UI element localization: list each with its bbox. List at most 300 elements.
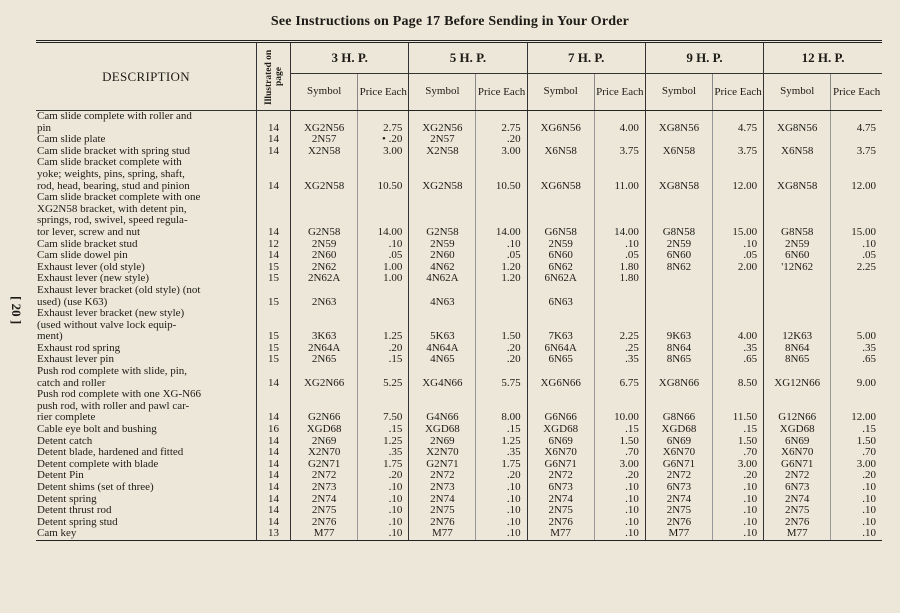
description-line: rod, head, bearing, stud and pinion bbox=[37, 179, 190, 192]
symbol-cell: 2N57 bbox=[291, 134, 358, 146]
description-line: Detent shims (set of three) bbox=[37, 481, 154, 493]
description-line: Detent Pin bbox=[37, 469, 84, 482]
symbol-cell: 2N76 bbox=[291, 517, 358, 529]
illustrated-page-cell: 14 bbox=[257, 470, 291, 482]
description-line: springs, rod, swivel, speed regula- bbox=[37, 214, 188, 227]
symbol-cell: X2N58 bbox=[291, 146, 358, 158]
symbol-cell: 2N76 bbox=[645, 517, 712, 529]
hp-header-12: 12 H. P. bbox=[764, 42, 882, 74]
price-cell bbox=[713, 273, 764, 285]
symbol-cell: 8N64 bbox=[645, 343, 712, 355]
price-cell: 2.00 bbox=[713, 262, 764, 274]
price-cell: .10 bbox=[358, 528, 409, 540]
symbol-cell: G12N66 bbox=[764, 389, 831, 424]
symbol-cell: X6N58 bbox=[527, 146, 594, 158]
symbol-cell: 9K63 bbox=[645, 308, 712, 343]
price-cell: .35 bbox=[594, 354, 645, 366]
symbol-cell: XG8N56 bbox=[764, 111, 831, 135]
symbol-cell: 6N60 bbox=[645, 250, 712, 262]
price-cell: 2.75 bbox=[358, 111, 409, 135]
table-row bbox=[36, 250, 882, 262]
symbol-cell: XG8N56 bbox=[645, 111, 712, 135]
price-cell: 1.75 bbox=[476, 459, 527, 471]
illustrated-page-cell: 14 bbox=[257, 436, 291, 448]
illustrated-page-cell: 14 bbox=[257, 447, 291, 459]
symbol-cell: G2N58 bbox=[409, 192, 476, 238]
illustrated-page-cell: 15 bbox=[257, 273, 291, 285]
symbol-cell: 2N69 bbox=[291, 436, 358, 448]
description-header: DESCRIPTION bbox=[36, 42, 257, 111]
symbol-cell: 2N64A bbox=[291, 343, 358, 355]
symbol-cell: '12N62 bbox=[764, 262, 831, 274]
symbol-cell: 8N64 bbox=[764, 343, 831, 355]
description-line: Cam slide bracket complete with bbox=[37, 156, 182, 169]
price-cell: 5.75 bbox=[476, 366, 527, 389]
table-row bbox=[36, 285, 882, 308]
price-cell: .10 bbox=[476, 239, 527, 251]
symbol-header: Symbol bbox=[645, 74, 712, 111]
price-cell: 1.50 bbox=[713, 436, 764, 448]
symbol-cell: G8N66 bbox=[645, 389, 712, 424]
description-line: Push rod complete with one XG-N66 bbox=[37, 388, 202, 401]
symbol-cell: XG4N66 bbox=[409, 366, 476, 389]
hp-header-3: 3 H. P. bbox=[291, 42, 409, 74]
symbol-cell: G2N71 bbox=[409, 459, 476, 471]
illustrated-page-cell: 15 bbox=[257, 354, 291, 366]
price-cell: 3.00 bbox=[831, 459, 882, 471]
price-cell: .20 bbox=[476, 470, 527, 482]
symbol-cell: 2N59 bbox=[291, 239, 358, 251]
illustrated-page-cell: 14 bbox=[257, 192, 291, 238]
price-cell: 8.50 bbox=[713, 366, 764, 389]
symbol-cell: 6N73 bbox=[645, 482, 712, 494]
price-cell: 1.25 bbox=[476, 436, 527, 448]
price-cell: 14.00 bbox=[594, 192, 645, 238]
price-cell: 6.75 bbox=[594, 366, 645, 389]
symbol-cell: G2N58 bbox=[291, 192, 358, 238]
price-cell: 12.00 bbox=[831, 389, 882, 424]
price-cell: .10 bbox=[831, 239, 882, 251]
description-cell bbox=[36, 111, 257, 135]
price-cell: .10 bbox=[831, 505, 882, 517]
symbol-cell: 2N72 bbox=[645, 470, 712, 482]
price-cell: .10 bbox=[831, 494, 882, 506]
price-cell bbox=[831, 285, 882, 308]
price-cell: .15 bbox=[831, 424, 882, 436]
price-cell: 12.00 bbox=[831, 157, 882, 192]
symbol-cell: G6N66 bbox=[527, 389, 594, 424]
price-cell bbox=[594, 285, 645, 308]
price-cell: 8.00 bbox=[476, 389, 527, 424]
description-line: Exhaust lever (new style) bbox=[37, 272, 150, 285]
price-cell: .05 bbox=[358, 250, 409, 262]
symbol-cell: 2N74 bbox=[764, 494, 831, 506]
symbol-cell: 2N75 bbox=[527, 505, 594, 517]
price-cell: .20 bbox=[713, 470, 764, 482]
symbol-cell: XG6N58 bbox=[527, 157, 594, 192]
price-cell: .10 bbox=[594, 482, 645, 494]
symbol-cell: 2N75 bbox=[764, 505, 831, 517]
symbol-cell: XG2N56 bbox=[291, 111, 358, 135]
table-row bbox=[36, 157, 882, 192]
table-row bbox=[36, 366, 882, 389]
table-row bbox=[36, 424, 882, 436]
price-cell: 1.50 bbox=[476, 308, 527, 343]
price-cell: .10 bbox=[476, 482, 527, 494]
symbol-cell: X2N70 bbox=[291, 447, 358, 459]
price-cell: 4.00 bbox=[713, 308, 764, 343]
hp-header-7: 7 H. P. bbox=[527, 42, 645, 74]
price-cell: .10 bbox=[594, 494, 645, 506]
symbol-cell: 2N62 bbox=[291, 262, 358, 274]
illustrated-page-cell: 15 bbox=[257, 308, 291, 343]
price-cell: .20 bbox=[476, 134, 527, 146]
illustrated-page-cell: 14 bbox=[257, 505, 291, 517]
symbol-cell: 6N69 bbox=[527, 436, 594, 448]
symbol-cell: 6N69 bbox=[645, 436, 712, 448]
symbol-cell: 2N74 bbox=[291, 494, 358, 506]
symbol-cell: 2N73 bbox=[291, 482, 358, 494]
description-cell bbox=[36, 192, 257, 238]
price-cell: .20 bbox=[594, 470, 645, 482]
symbol-cell: G2N71 bbox=[291, 459, 358, 471]
description-line: Cam slide plate bbox=[37, 133, 106, 146]
symbol-cell: X6N70 bbox=[764, 447, 831, 459]
symbol-cell: X2N70 bbox=[409, 447, 476, 459]
symbol-cell: 4N64A bbox=[409, 343, 476, 355]
price-cell bbox=[831, 273, 882, 285]
price-cell bbox=[476, 285, 527, 308]
symbol-cell bbox=[645, 273, 712, 285]
price-cell: .20 bbox=[358, 343, 409, 355]
symbol-cell: 2N72 bbox=[764, 470, 831, 482]
price-cell: .25 bbox=[594, 343, 645, 355]
symbol-cell: 6N65 bbox=[527, 354, 594, 366]
symbol-cell: M77 bbox=[764, 528, 831, 540]
symbol-cell bbox=[764, 273, 831, 285]
price-cell: 2.25 bbox=[594, 308, 645, 343]
price-each-header: Price Each bbox=[476, 74, 527, 111]
description-line: Exhaust lever (old style) bbox=[37, 260, 145, 273]
symbol-cell: XG8N66 bbox=[645, 366, 712, 389]
price-cell: 12.00 bbox=[713, 157, 764, 192]
symbol-cell: 2N62A bbox=[291, 273, 358, 285]
description-cell bbox=[36, 308, 257, 343]
symbol-cell: XGD68 bbox=[409, 424, 476, 436]
symbol-cell: G8N58 bbox=[764, 192, 831, 238]
symbol-cell: 4N62 bbox=[409, 262, 476, 274]
illustrated-page-cell: 13 bbox=[257, 528, 291, 540]
description-line: Exhaust rod spring bbox=[37, 341, 121, 354]
price-cell: .10 bbox=[831, 517, 882, 529]
symbol-cell: X2N58 bbox=[409, 146, 476, 158]
price-cell: 1.50 bbox=[594, 436, 645, 448]
symbol-cell: 8N65 bbox=[645, 354, 712, 366]
illustrated-page-cell: 14 bbox=[257, 111, 291, 135]
symbol-cell: 5K63 bbox=[409, 308, 476, 343]
symbol-cell: X6N58 bbox=[645, 146, 712, 158]
symbol-header: Symbol bbox=[409, 74, 476, 111]
hp-header-9: 9 H. P. bbox=[645, 42, 763, 74]
illustrated-page-cell: 16 bbox=[257, 424, 291, 436]
price-cell: 3.75 bbox=[594, 146, 645, 158]
symbol-cell: XG6N66 bbox=[527, 366, 594, 389]
illustrated-header bbox=[257, 42, 291, 111]
hp-header-5: 5 H. P. bbox=[409, 42, 527, 74]
symbol-cell: 6N63 bbox=[527, 285, 594, 308]
price-cell: .70 bbox=[831, 447, 882, 459]
description-line: Detent spring stud bbox=[37, 515, 118, 528]
price-cell: .10 bbox=[713, 517, 764, 529]
price-cell: 10.00 bbox=[594, 389, 645, 424]
description-cell bbox=[36, 157, 257, 192]
symbol-cell: 2N57 bbox=[409, 134, 476, 146]
price-cell: 1.80 bbox=[594, 262, 645, 274]
symbol-cell: M77 bbox=[645, 528, 712, 540]
description-line: Push rod complete with slide, pin, bbox=[37, 365, 188, 378]
price-cell: 3.00 bbox=[713, 459, 764, 471]
description-cell bbox=[36, 250, 257, 262]
symbol-cell: 8N62 bbox=[645, 262, 712, 274]
description-line: Cam slide bracket complete with one bbox=[37, 191, 201, 204]
page-header: See Instructions on Page 17 Before Sending in Your Order bbox=[270, 14, 630, 29]
symbol-header: Symbol bbox=[764, 74, 831, 111]
description-cell bbox=[36, 424, 257, 436]
symbol-cell: 2N75 bbox=[291, 505, 358, 517]
symbol-cell: G6N71 bbox=[764, 459, 831, 471]
illustrated-page-cell: 14 bbox=[257, 494, 291, 506]
symbol-cell: 6N62A bbox=[527, 273, 594, 285]
page-number: [ 20 ] bbox=[9, 296, 24, 325]
description-line: XG2N58 bracket, with detent pin, bbox=[37, 202, 187, 215]
symbol-header: Symbol bbox=[527, 74, 594, 111]
symbol-cell: 2N59 bbox=[764, 239, 831, 251]
price-each-header: Price Each bbox=[713, 74, 764, 111]
symbol-cell: 2N72 bbox=[409, 470, 476, 482]
price-cell: .15 bbox=[358, 424, 409, 436]
table-row bbox=[36, 308, 882, 343]
price-cell: 2.25 bbox=[831, 262, 882, 274]
description-line: Detent thrust rod bbox=[37, 504, 112, 517]
price-cell: 3.75 bbox=[831, 146, 882, 158]
price-cell: 1.80 bbox=[594, 273, 645, 285]
symbol-cell: 2N74 bbox=[409, 494, 476, 506]
price-cell: 1.75 bbox=[358, 459, 409, 471]
price-cell: 11.00 bbox=[594, 157, 645, 192]
symbol-cell: 4N65 bbox=[409, 354, 476, 366]
symbol-cell: 2N73 bbox=[409, 482, 476, 494]
symbol-cell: 2N74 bbox=[645, 494, 712, 506]
symbol-cell bbox=[764, 285, 831, 308]
price-cell: .05 bbox=[476, 250, 527, 262]
price-cell: 1.20 bbox=[476, 273, 527, 285]
symbol-cell: 6N69 bbox=[764, 436, 831, 448]
illustrated-page-cell: 15 bbox=[257, 285, 291, 308]
symbol-cell: XG2N58 bbox=[409, 157, 476, 192]
symbol-cell bbox=[645, 285, 712, 308]
price-cell: 15.00 bbox=[713, 192, 764, 238]
illustrated-page-cell: 14 bbox=[257, 146, 291, 158]
price-cell: .10 bbox=[831, 528, 882, 540]
description-line: yoke; weights, pins, spring, shaft, bbox=[37, 167, 185, 180]
symbol-cell: XGD68 bbox=[527, 424, 594, 436]
symbol-cell: 2N75 bbox=[409, 505, 476, 517]
symbol-cell: XGD68 bbox=[764, 424, 831, 436]
price-cell bbox=[713, 285, 764, 308]
price-cell: .20 bbox=[476, 354, 527, 366]
symbol-cell: 2N74 bbox=[527, 494, 594, 506]
price-cell: .05 bbox=[713, 250, 764, 262]
description-line: Cable eye bolt and bushing bbox=[37, 423, 157, 436]
illustrated-page-cell: 14 bbox=[257, 482, 291, 494]
price-cell: 4.00 bbox=[594, 111, 645, 135]
description-line: (used without valve lock equip- bbox=[37, 318, 177, 331]
symbol-cell: 12K63 bbox=[764, 308, 831, 343]
description-line: ment) bbox=[37, 330, 63, 343]
price-cell: .10 bbox=[476, 517, 527, 529]
description-line: Cam slide complete with roller and bbox=[37, 110, 192, 122]
symbol-cell: 3K63 bbox=[291, 308, 358, 343]
price-cell: 11.50 bbox=[713, 389, 764, 424]
price-cell: .10 bbox=[358, 482, 409, 494]
illustrated-page-cell: 14 bbox=[257, 517, 291, 529]
illustrated-page-cell: 15 bbox=[257, 343, 291, 355]
symbol-cell: 2N59 bbox=[409, 239, 476, 251]
symbol-cell: 6N64A bbox=[527, 343, 594, 355]
symbol-cell: 6N60 bbox=[764, 250, 831, 262]
price-cell: .10 bbox=[594, 505, 645, 517]
price-cell: 5.00 bbox=[831, 308, 882, 343]
price-cell: .15 bbox=[713, 424, 764, 436]
description-line: Cam key bbox=[37, 527, 77, 540]
illustrated-page-cell: 14 bbox=[257, 250, 291, 262]
symbol-cell: G2N66 bbox=[291, 389, 358, 424]
description-cell bbox=[36, 528, 257, 540]
symbol-cell: XG2N58 bbox=[291, 157, 358, 192]
table-row bbox=[36, 482, 882, 494]
price-cell: 10.50 bbox=[476, 157, 527, 192]
price-cell: 5.25 bbox=[358, 366, 409, 389]
description-line: Exhaust lever pin bbox=[37, 353, 114, 366]
price-cell: .10 bbox=[358, 517, 409, 529]
price-cell: 9.00 bbox=[831, 366, 882, 389]
symbol-cell: 2N72 bbox=[527, 470, 594, 482]
symbol-cell: 2N75 bbox=[645, 505, 712, 517]
symbol-cell: XG2N66 bbox=[291, 366, 358, 389]
price-cell: 3.00 bbox=[476, 146, 527, 158]
price-cell: .15 bbox=[358, 354, 409, 366]
price-cell: .20 bbox=[476, 343, 527, 355]
price-cell: 4.75 bbox=[713, 111, 764, 135]
symbol-header: Symbol bbox=[291, 74, 358, 111]
symbol-cell: XG12N66 bbox=[764, 366, 831, 389]
description-line: pin bbox=[37, 121, 52, 134]
price-each-header: Price Each bbox=[358, 74, 409, 111]
symbol-cell: 6N60 bbox=[527, 250, 594, 262]
symbol-cell: G6N71 bbox=[645, 459, 712, 471]
price-cell: .10 bbox=[358, 505, 409, 517]
description-line: tor lever, screw and nut bbox=[37, 225, 141, 238]
description-line: Detent catch bbox=[37, 434, 93, 447]
price-cell: 3.00 bbox=[358, 146, 409, 158]
table-row bbox=[36, 111, 882, 135]
price-cell: 2.75 bbox=[476, 111, 527, 135]
price-cell: .10 bbox=[713, 505, 764, 517]
symbol-cell: G6N58 bbox=[527, 192, 594, 238]
description-line: Detent complete with blade bbox=[37, 457, 159, 470]
description-line: rier complete bbox=[37, 411, 96, 424]
parts-price-table bbox=[36, 40, 882, 541]
table-row bbox=[36, 192, 882, 238]
price-cell: .10 bbox=[713, 494, 764, 506]
symbol-cell: 2N76 bbox=[527, 517, 594, 529]
illustrated-page-cell: 14 bbox=[257, 459, 291, 471]
description-line: push rod, with roller and pawl car- bbox=[37, 399, 190, 412]
price-cell: 1.00 bbox=[358, 262, 409, 274]
illustrated-page-cell: 14 bbox=[257, 366, 291, 389]
price-cell: .20 bbox=[358, 470, 409, 482]
symbol-cell: 2N60 bbox=[291, 250, 358, 262]
symbol-cell: 6N73 bbox=[527, 482, 594, 494]
description-cell bbox=[36, 366, 257, 389]
price-cell: .10 bbox=[713, 239, 764, 251]
symbol-cell: XG6N56 bbox=[527, 111, 594, 135]
price-cell bbox=[358, 285, 409, 308]
price-cell: .10 bbox=[594, 239, 645, 251]
price-cell: 7.50 bbox=[358, 389, 409, 424]
price-cell: .05 bbox=[831, 250, 882, 262]
symbol-cell: 2N72 bbox=[291, 470, 358, 482]
symbol-cell: G8N58 bbox=[645, 192, 712, 238]
price-cell: 14.00 bbox=[358, 192, 409, 238]
price-cell: 4.75 bbox=[831, 111, 882, 135]
symbol-cell: XGD68 bbox=[645, 424, 712, 436]
price-cell: .15 bbox=[594, 424, 645, 436]
description-line: used) (use K63) bbox=[37, 295, 108, 308]
symbol-cell: M77 bbox=[291, 528, 358, 540]
symbol-cell: 8N65 bbox=[764, 354, 831, 366]
table-row bbox=[36, 262, 882, 274]
price-cell: .35 bbox=[831, 343, 882, 355]
symbol-cell: M77 bbox=[527, 528, 594, 540]
price-cell: .35 bbox=[476, 447, 527, 459]
price-cell: .10 bbox=[594, 528, 645, 540]
price-each-header: Price Each bbox=[831, 74, 882, 111]
price-cell: 10.50 bbox=[358, 157, 409, 192]
description-line: Cam slide dowel pin bbox=[37, 249, 128, 262]
symbol-cell: 2N63 bbox=[291, 285, 358, 308]
price-cell: .15 bbox=[476, 424, 527, 436]
symbol-cell: 6N73 bbox=[764, 482, 831, 494]
price-cell: .10 bbox=[713, 528, 764, 540]
price-cell: 1.00 bbox=[358, 273, 409, 285]
description-line: Exhaust lever bracket (new style) bbox=[37, 307, 185, 320]
symbol-cell: 4N62A bbox=[409, 273, 476, 285]
description-line: Cam slide bracket with spring stud bbox=[37, 144, 191, 157]
price-cell: .05 bbox=[594, 250, 645, 262]
table-row bbox=[36, 389, 882, 424]
symbol-cell: XGD68 bbox=[291, 424, 358, 436]
description-cell bbox=[36, 285, 257, 308]
symbol-cell: 2N69 bbox=[409, 436, 476, 448]
symbol-cell: M77 bbox=[409, 528, 476, 540]
description-line: Cam slide bracket stud bbox=[37, 237, 138, 250]
description-cell bbox=[36, 389, 257, 424]
price-cell: 1.50 bbox=[831, 436, 882, 448]
price-cell: .10 bbox=[476, 528, 527, 540]
symbol-cell: X6N70 bbox=[645, 447, 712, 459]
description-cell bbox=[36, 482, 257, 494]
